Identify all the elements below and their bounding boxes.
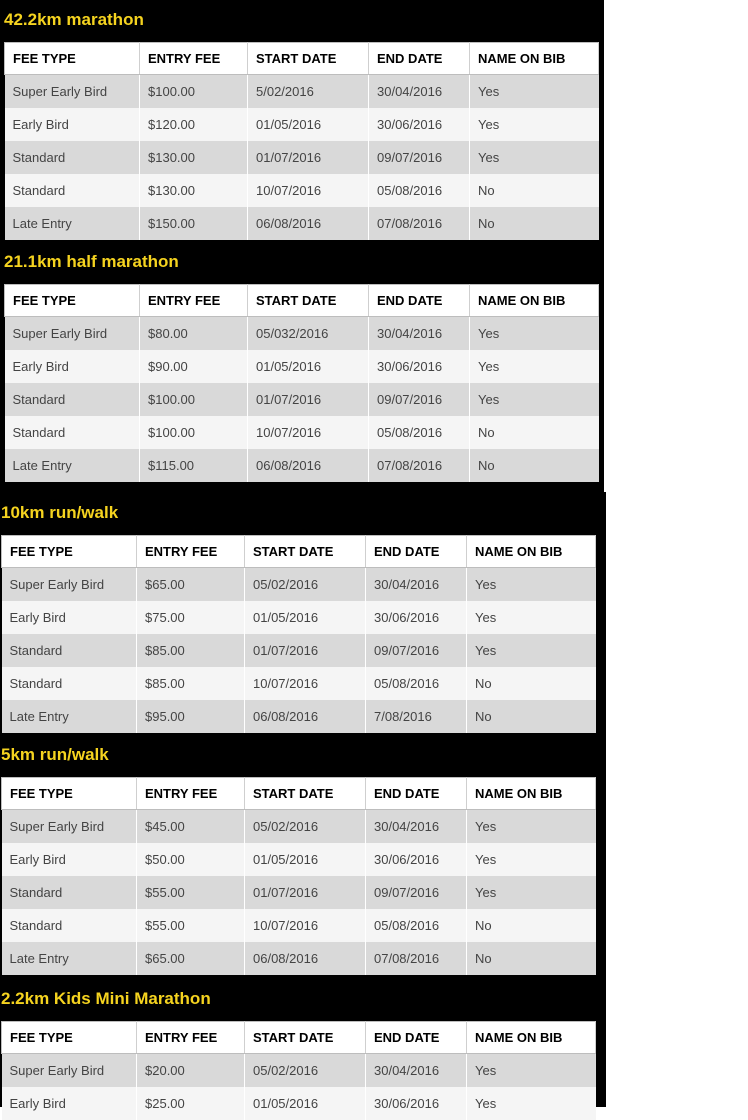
- cell-entry-fee: $45.00: [137, 810, 245, 843]
- cell-end-date: 05/08/2016: [369, 174, 470, 207]
- cell-name-on-bib: No: [470, 416, 599, 449]
- cell-end-date: 30/04/2016: [366, 810, 467, 843]
- cell-name-on-bib: Yes: [470, 141, 599, 174]
- cell-name-on-bib: Yes: [470, 317, 599, 350]
- cell-entry-fee: $130.00: [140, 174, 248, 207]
- cell-start-date: 10/07/2016: [245, 909, 366, 942]
- cell-fee-type: Late Entry: [2, 700, 137, 733]
- cell-start-date: 10/07/2016: [248, 416, 369, 449]
- cell-name-on-bib: No: [467, 942, 596, 975]
- cell-start-date: 01/05/2016: [245, 1087, 366, 1120]
- cell-fee-type: Standard: [2, 909, 137, 942]
- cell-entry-fee: $100.00: [140, 383, 248, 416]
- column-header-end-date: END DATE: [366, 536, 467, 568]
- cell-fee-type: Standard: [5, 383, 140, 416]
- cell-end-date: 30/06/2016: [366, 843, 467, 876]
- cell-end-date: 05/08/2016: [366, 909, 467, 942]
- cell-start-date: 05/02/2016: [245, 810, 366, 843]
- cell-name-on-bib: Yes: [470, 350, 599, 383]
- cell-fee-type: Standard: [5, 416, 140, 449]
- fee-table: [1, 777, 596, 975]
- section-title: 10km run/walk: [1, 503, 119, 522]
- column-header-start-date: START DATE: [248, 43, 369, 75]
- column-header-fee-type: FEE TYPE: [2, 778, 137, 810]
- column-header-name-on-bib: NAME ON BIB: [467, 1022, 596, 1054]
- table-header-row: [2, 1022, 596, 1054]
- table-row: [2, 667, 596, 700]
- cell-fee-type: Super Early Bird: [2, 810, 137, 843]
- cell-start-date: 01/05/2016: [245, 843, 366, 876]
- cell-end-date: 05/08/2016: [369, 416, 470, 449]
- table-row: [5, 108, 599, 141]
- cell-name-on-bib: No: [467, 700, 596, 733]
- section-title: 21.1km half marathon: [4, 252, 179, 271]
- cell-start-date: 01/05/2016: [248, 350, 369, 383]
- cell-entry-fee: $100.00: [140, 416, 248, 449]
- cell-name-on-bib: Yes: [467, 1054, 596, 1087]
- column-header-name-on-bib: NAME ON BIB: [467, 778, 596, 810]
- cell-name-on-bib: Yes: [470, 75, 599, 108]
- cell-fee-type: Standard: [2, 667, 137, 700]
- cell-end-date: 07/08/2016: [369, 207, 470, 240]
- column-header-end-date: END DATE: [369, 285, 470, 317]
- table-row: [5, 317, 599, 350]
- cell-end-date: 30/06/2016: [366, 1087, 467, 1120]
- cell-entry-fee: $90.00: [140, 350, 248, 383]
- column-header-end-date: END DATE: [366, 1022, 467, 1054]
- table-row: [5, 383, 599, 416]
- cell-entry-fee: $85.00: [137, 667, 245, 700]
- cell-start-date: 01/07/2016: [248, 141, 369, 174]
- cell-fee-type: Early Bird: [2, 843, 137, 876]
- section-title: 5km run/walk: [1, 745, 109, 764]
- table-row: [2, 1054, 596, 1087]
- table-row: [5, 207, 599, 240]
- cell-fee-type: Super Early Bird: [5, 317, 140, 350]
- cell-end-date: 05/08/2016: [366, 667, 467, 700]
- table-header-row: [2, 536, 596, 568]
- cell-name-on-bib: No: [470, 449, 599, 482]
- column-header-end-date: END DATE: [366, 778, 467, 810]
- cell-entry-fee: $85.00: [137, 634, 245, 667]
- cell-fee-type: Early Bird: [5, 108, 140, 141]
- cell-end-date: 09/07/2016: [369, 383, 470, 416]
- fee-table: [4, 42, 599, 240]
- column-header-name-on-bib: NAME ON BIB: [470, 43, 599, 75]
- cell-start-date: 5/02/2016: [248, 75, 369, 108]
- table-row: [2, 810, 596, 843]
- table-row: [2, 843, 596, 876]
- column-header-start-date: START DATE: [245, 778, 366, 810]
- fee-table: [4, 284, 599, 482]
- cell-fee-type: Super Early Bird: [2, 1054, 137, 1087]
- table-header-row: [5, 43, 599, 75]
- cell-name-on-bib: No: [467, 909, 596, 942]
- column-header-entry-fee: ENTRY FEE: [140, 285, 248, 317]
- table-row: [2, 876, 596, 909]
- column-header-fee-type: FEE TYPE: [2, 536, 137, 568]
- cell-fee-type: Standard: [2, 876, 137, 909]
- cell-fee-type: Late Entry: [5, 449, 140, 482]
- cell-name-on-bib: Yes: [467, 810, 596, 843]
- cell-entry-fee: $100.00: [140, 75, 248, 108]
- cell-start-date: 06/08/2016: [248, 207, 369, 240]
- table-row: [5, 449, 599, 482]
- fee-table: [1, 1021, 596, 1120]
- cell-end-date: 30/04/2016: [366, 568, 467, 601]
- cell-fee-type: Late Entry: [5, 207, 140, 240]
- column-header-name-on-bib: NAME ON BIB: [470, 285, 599, 317]
- cell-start-date: 06/08/2016: [248, 449, 369, 482]
- cell-name-on-bib: Yes: [470, 108, 599, 141]
- cell-fee-type: Standard: [5, 174, 140, 207]
- cell-fee-type: Early Bird: [2, 1087, 137, 1120]
- cell-end-date: 07/08/2016: [366, 942, 467, 975]
- cell-name-on-bib: Yes: [467, 876, 596, 909]
- cell-entry-fee: $80.00: [140, 317, 248, 350]
- cell-end-date: 30/06/2016: [369, 350, 470, 383]
- cell-end-date: 30/06/2016: [369, 108, 470, 141]
- table-row: [2, 1087, 596, 1120]
- cell-start-date: 01/07/2016: [248, 383, 369, 416]
- column-header-entry-fee: ENTRY FEE: [137, 1022, 245, 1054]
- table-row: [2, 601, 596, 634]
- cell-entry-fee: $130.00: [140, 141, 248, 174]
- cell-entry-fee: $55.00: [137, 909, 245, 942]
- cell-entry-fee: $65.00: [137, 942, 245, 975]
- cell-fee-type: Late Entry: [2, 942, 137, 975]
- cell-start-date: 01/05/2016: [245, 601, 366, 634]
- cell-start-date: 05/032/2016: [248, 317, 369, 350]
- cell-end-date: 09/07/2016: [369, 141, 470, 174]
- cell-start-date: 05/02/2016: [245, 1054, 366, 1087]
- cell-start-date: 06/08/2016: [245, 942, 366, 975]
- cell-start-date: 10/07/2016: [245, 667, 366, 700]
- table-row: [2, 634, 596, 667]
- table-row: [5, 174, 599, 207]
- column-header-entry-fee: ENTRY FEE: [137, 536, 245, 568]
- cell-fee-type: Early Bird: [5, 350, 140, 383]
- cell-end-date: 30/04/2016: [369, 317, 470, 350]
- table-row: [5, 350, 599, 383]
- cell-name-on-bib: No: [470, 207, 599, 240]
- table-row: [2, 700, 596, 733]
- table-header-row: [2, 778, 596, 810]
- cell-end-date: 09/07/2016: [366, 634, 467, 667]
- cell-end-date: 7/08/2016: [366, 700, 467, 733]
- cell-entry-fee: $150.00: [140, 207, 248, 240]
- cell-name-on-bib: Yes: [467, 568, 596, 601]
- column-header-fee-type: FEE TYPE: [5, 43, 140, 75]
- cell-entry-fee: $20.00: [137, 1054, 245, 1087]
- cell-entry-fee: $65.00: [137, 568, 245, 601]
- column-header-end-date: END DATE: [369, 43, 470, 75]
- cell-start-date: 06/08/2016: [245, 700, 366, 733]
- cell-end-date: 30/06/2016: [366, 601, 467, 634]
- cell-fee-type: Standard: [2, 634, 137, 667]
- cell-name-on-bib: No: [467, 667, 596, 700]
- cell-start-date: 01/07/2016: [245, 634, 366, 667]
- table-row: [2, 568, 596, 601]
- cell-name-on-bib: Yes: [467, 634, 596, 667]
- cell-entry-fee: $115.00: [140, 449, 248, 482]
- cell-entry-fee: $95.00: [137, 700, 245, 733]
- cell-end-date: 07/08/2016: [369, 449, 470, 482]
- cell-start-date: 05/02/2016: [245, 568, 366, 601]
- column-header-entry-fee: ENTRY FEE: [140, 43, 248, 75]
- cell-end-date: 30/04/2016: [369, 75, 470, 108]
- section-title: 42.2km marathon: [4, 10, 144, 29]
- cell-fee-type: Super Early Bird: [5, 75, 140, 108]
- table-header-row: [5, 285, 599, 317]
- table-row: [5, 75, 599, 108]
- cell-name-on-bib: Yes: [470, 383, 599, 416]
- cell-end-date: 09/07/2016: [366, 876, 467, 909]
- cell-name-on-bib: Yes: [467, 1087, 596, 1120]
- column-header-fee-type: FEE TYPE: [5, 285, 140, 317]
- column-header-name-on-bib: NAME ON BIB: [467, 536, 596, 568]
- cell-name-on-bib: Yes: [467, 843, 596, 876]
- cell-entry-fee: $120.00: [140, 108, 248, 141]
- column-header-start-date: START DATE: [245, 1022, 366, 1054]
- cell-name-on-bib: No: [470, 174, 599, 207]
- cell-fee-type: Standard: [5, 141, 140, 174]
- table-row: [2, 909, 596, 942]
- cell-start-date: 01/05/2016: [248, 108, 369, 141]
- section-title: 2.2km Kids Mini Marathon: [1, 989, 211, 1008]
- cell-entry-fee: $25.00: [137, 1087, 245, 1120]
- table-row: [5, 416, 599, 449]
- column-header-start-date: START DATE: [248, 285, 369, 317]
- cell-entry-fee: $50.00: [137, 843, 245, 876]
- column-header-fee-type: FEE TYPE: [2, 1022, 137, 1054]
- table-row: [2, 942, 596, 975]
- cell-fee-type: Super Early Bird: [2, 568, 137, 601]
- cell-entry-fee: $55.00: [137, 876, 245, 909]
- fee-table: [1, 535, 596, 733]
- cell-start-date: 10/07/2016: [248, 174, 369, 207]
- column-header-entry-fee: ENTRY FEE: [137, 778, 245, 810]
- column-header-start-date: START DATE: [245, 536, 366, 568]
- table-row: [5, 141, 599, 174]
- cell-end-date: 30/04/2016: [366, 1054, 467, 1087]
- cell-entry-fee: $75.00: [137, 601, 245, 634]
- cell-start-date: 01/07/2016: [245, 876, 366, 909]
- cell-fee-type: Early Bird: [2, 601, 137, 634]
- cell-name-on-bib: Yes: [467, 601, 596, 634]
